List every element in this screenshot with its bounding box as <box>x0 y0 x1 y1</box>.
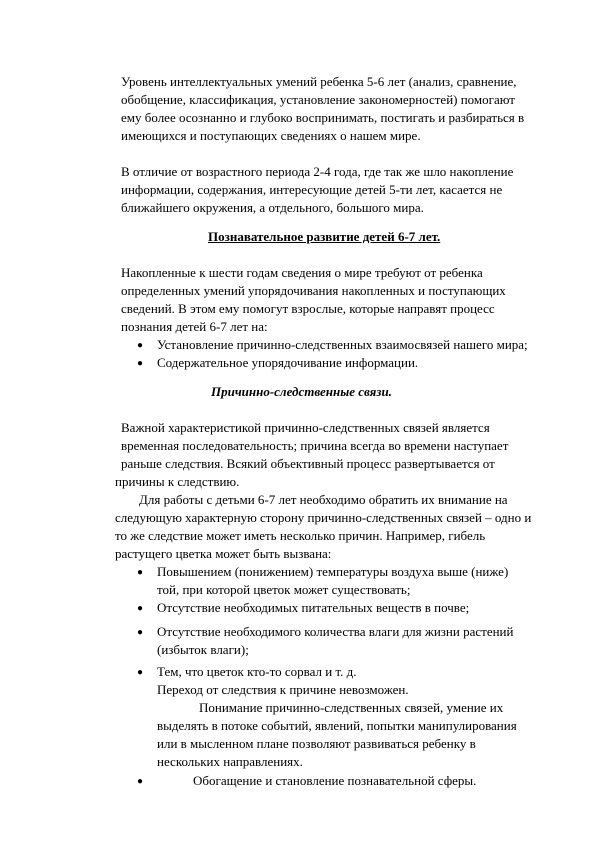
list-item: Установление причинно-следственных взаимосвязей нашего мира; <box>157 337 528 352</box>
paragraph-line: растущего цветка может быть вызвана: <box>115 546 332 561</box>
paragraph-line: Накопленные к шести годам сведения о мире требуют от ребенка <box>121 265 483 280</box>
paragraph-line: определенных умений упорядочивания накопленных и поступающих <box>121 283 506 298</box>
paragraph-line: ему более осознанно и глубоко воспринимать, постигать и разбираться в <box>121 110 525 125</box>
paragraph-line: познания детей 6-7 лет на: <box>121 319 268 334</box>
paragraph-line: В отличие от возрастного периода 2-4 года, где так же шло накопление <box>121 164 514 179</box>
list-item: Обогащение и становление познавательной сферы. <box>193 773 477 788</box>
bullet-icon: ● <box>137 567 144 578</box>
bullet-icon: ● <box>137 358 144 369</box>
paragraph-line: причины к следствию. <box>115 474 240 489</box>
paragraph-line: то же следствие может иметь несколько причин. Например, гибель <box>115 528 486 543</box>
paragraph-line: имеющихся и поступающих сведениях о нашем мире. <box>121 128 421 143</box>
bullet-icon: ● <box>137 776 144 787</box>
paragraph-line: следующую характерную сторону причинно-следственных связей – одно и <box>115 510 532 525</box>
bullet-icon: ● <box>137 340 144 351</box>
list-item-continuation: той, при которой цветок может существовать; <box>157 582 411 597</box>
paragraph-line: или в мысленном плане позволяют развиваться ребенку в <box>157 736 476 751</box>
paragraph-line: Для работы с детьми 6-7 лет необходимо обратить их внимание на <box>139 492 508 507</box>
list-item: Отсутствие необходимого количества влаги для жизни растений <box>157 624 514 639</box>
paragraph-line: Уровень интеллектуальных умений ребенка 5-6 лет (анализ, сравнение, <box>121 74 517 89</box>
list-item: Повышением (понижением) температуры воздуха выше (ниже) <box>157 564 509 579</box>
paragraph-line: информации, содержания, интересующие детей 5-ти лет, касается не <box>121 182 503 197</box>
list-item: Тем, что цветок кто-то сорвал и т. д. <box>157 664 357 679</box>
section-heading: Познавательное развитие детей 6-7 лет. <box>208 229 441 244</box>
list-item-continuation: (избыток влаги); <box>157 642 249 657</box>
section-heading: Причинно-следственные связи. <box>211 384 392 399</box>
paragraph-line: Понимание причинно-следственных связей, умение их <box>199 700 504 715</box>
paragraph-line: ближайшего окружения, а отдельного, большого мира. <box>121 200 424 215</box>
paragraph-line: обобщение, классификация, установление закономерностей) помогают <box>121 92 515 107</box>
paragraph-line: раньше следствия. Всякий объективный процесс развертывается от <box>121 456 495 471</box>
paragraph-line: временная последовательность; причина всегда во времени наступает <box>121 438 509 453</box>
paragraph-line: сведений. В этом ему помогут взрослые, которые направят процесс <box>121 301 495 316</box>
paragraph-line: выделять в потоке событий, явлений, попытки манипулирования <box>157 718 517 733</box>
bullet-icon: ● <box>137 667 144 678</box>
paragraph-line: Важной характеристикой причинно-следственных связей является <box>121 420 490 435</box>
bullet-icon: ● <box>137 603 144 614</box>
list-item: Содержательное упорядочивание информации. <box>157 355 419 370</box>
list-item-continuation: Переход от следствия к причине невозможен. <box>157 682 409 697</box>
bullet-icon: ● <box>137 627 144 638</box>
list-item: Отсутствие необходимых питательных веществ в почве; <box>157 600 470 615</box>
paragraph-line: нескольких направлениях. <box>157 754 303 769</box>
